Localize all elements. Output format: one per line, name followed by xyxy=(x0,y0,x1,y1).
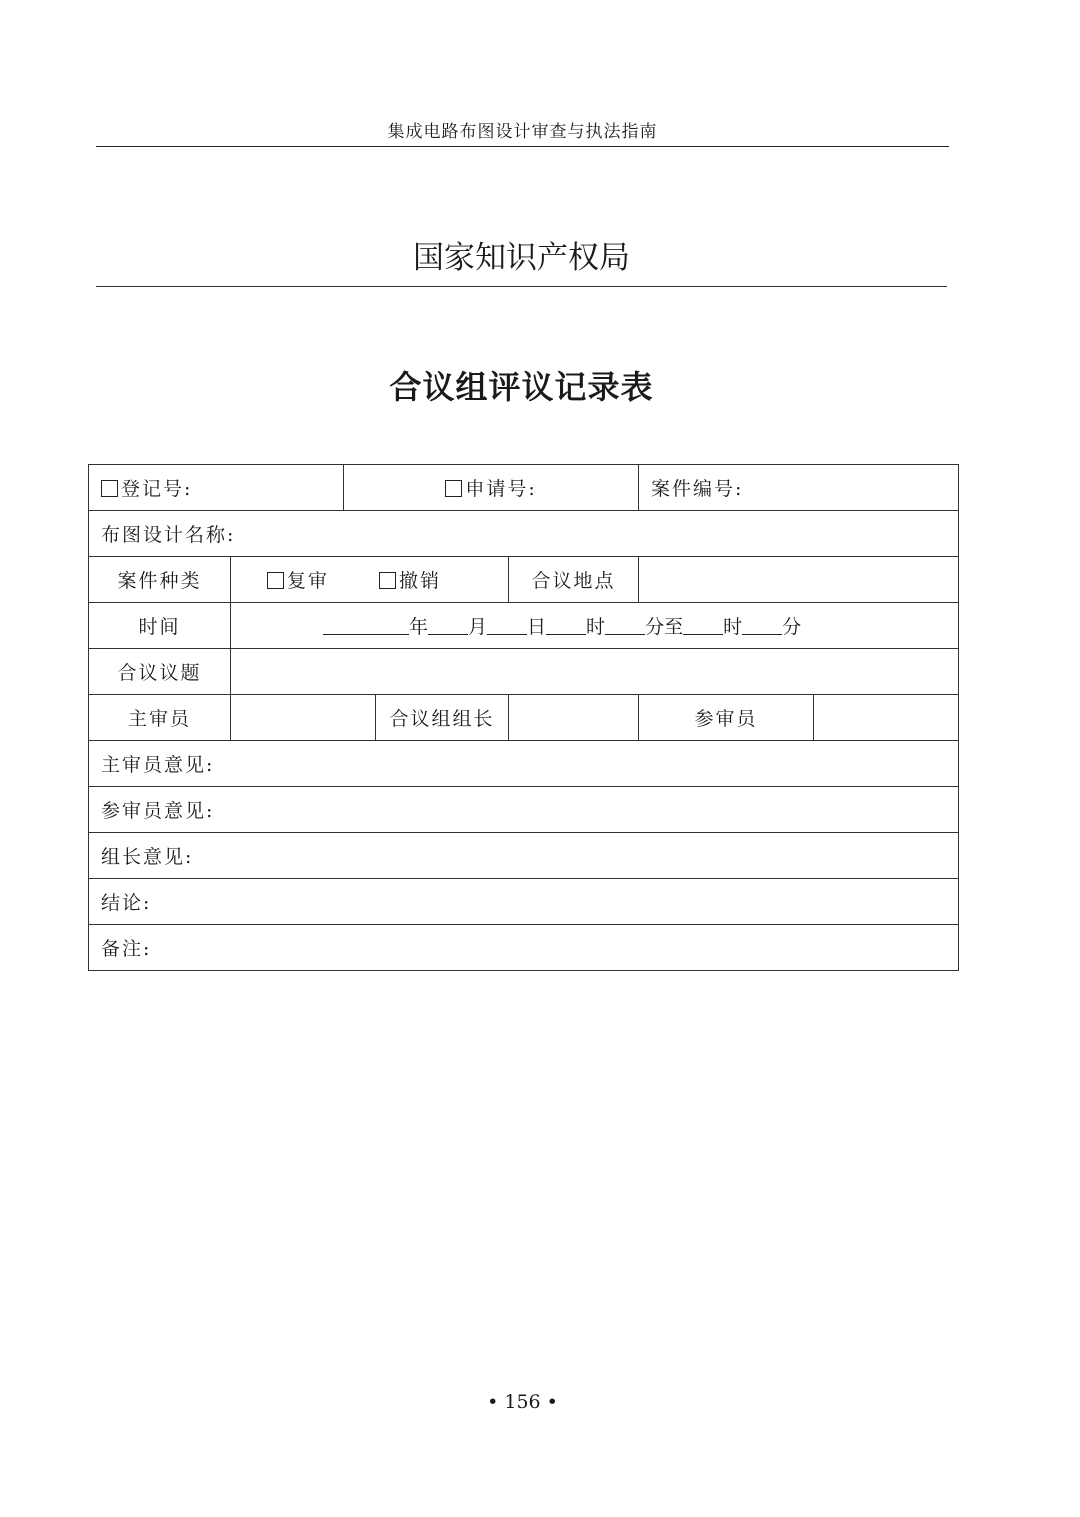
case-no-cell[interactable] xyxy=(639,465,959,511)
panel-examiner-value-cell[interactable] xyxy=(814,695,959,741)
form-row-design-name xyxy=(89,511,959,557)
minute-to-unit: 分至 xyxy=(645,616,684,638)
application-no-label: 申请号: xyxy=(465,478,537,500)
panel-opinion-cell[interactable] xyxy=(89,787,959,833)
case-type-review-checkbox[interactable] xyxy=(267,572,284,589)
case-type-label: 案件种类 xyxy=(89,557,231,603)
application-no-cell[interactable] xyxy=(344,465,639,511)
case-type-options-cell xyxy=(231,557,509,603)
record-form-table xyxy=(88,464,959,971)
running-header: 集成电路布图设计审查与执法指南 xyxy=(387,122,658,142)
organization-rule xyxy=(96,286,947,287)
chief-opinion-label: 主审员意见: xyxy=(101,754,215,776)
conclusion-label: 结论: xyxy=(101,892,152,914)
end-minute-blank[interactable] xyxy=(742,616,782,635)
form-row-leader-opinion xyxy=(89,833,959,879)
form-row-examiners xyxy=(89,695,959,741)
minute-blank[interactable] xyxy=(605,616,645,635)
registration-no-checkbox[interactable] xyxy=(101,480,118,497)
form-row-time xyxy=(89,603,959,649)
form-row-remarks xyxy=(89,925,959,971)
form-row-topic xyxy=(89,649,959,695)
conclusion-cell[interactable] xyxy=(89,879,959,925)
application-no-checkbox[interactable] xyxy=(445,480,462,497)
venue-value-cell[interactable] xyxy=(639,557,959,603)
day-blank[interactable] xyxy=(487,616,527,635)
panel-leader-value-cell[interactable] xyxy=(509,695,639,741)
leader-opinion-label: 组长意见: xyxy=(101,846,194,868)
design-name-label: 布图设计名称: xyxy=(101,524,236,546)
leader-opinion-cell[interactable] xyxy=(89,833,959,879)
case-no-label: 案件编号: xyxy=(651,478,744,500)
chief-examiner-value-cell[interactable] xyxy=(231,695,376,741)
topic-value-cell[interactable] xyxy=(231,649,959,695)
month-unit: 月 xyxy=(468,616,488,638)
form-title: 合议组评议记录表 xyxy=(389,368,654,406)
form-row-panel-opinion xyxy=(89,787,959,833)
panel-examiner-label: 参审员 xyxy=(639,695,814,741)
chief-examiner-label: 主审员 xyxy=(89,695,231,741)
design-name-cell[interactable] xyxy=(89,511,959,557)
form-row-chief-opinion xyxy=(89,741,959,787)
hour-unit: 时 xyxy=(586,616,606,638)
case-type-review-label: 复审 xyxy=(287,570,330,592)
form-row-conclusion xyxy=(89,879,959,925)
registration-no-label: 登记号: xyxy=(121,478,193,500)
day-unit: 日 xyxy=(527,616,547,638)
registration-no-cell[interactable] xyxy=(89,465,344,511)
month-blank[interactable] xyxy=(428,616,468,635)
year-blank[interactable] xyxy=(323,616,409,635)
time-label: 时间 xyxy=(89,603,231,649)
venue-label: 合议地点 xyxy=(509,557,639,603)
panel-opinion-label: 参审员意见: xyxy=(101,800,215,822)
chief-opinion-cell[interactable] xyxy=(89,741,959,787)
end-minute-unit: 分 xyxy=(782,616,802,638)
year-unit: 年 xyxy=(409,616,429,638)
end-hour-blank[interactable] xyxy=(683,616,723,635)
case-type-revoke-checkbox[interactable] xyxy=(379,572,396,589)
topic-label: 合议议题 xyxy=(89,649,231,695)
case-type-revoke-label: 撤销 xyxy=(399,570,442,592)
time-value-cell[interactable] xyxy=(231,603,959,649)
remarks-cell[interactable] xyxy=(89,925,959,971)
page-number: • 156 • xyxy=(487,1391,558,1413)
panel-leader-label: 合议组组长 xyxy=(376,695,509,741)
remarks-label: 备注: xyxy=(101,938,152,960)
form-row-case-type xyxy=(89,557,959,603)
hour-blank[interactable] xyxy=(546,616,586,635)
form-row-numbers xyxy=(89,465,959,511)
header-rule xyxy=(96,146,949,147)
organization-name: 国家知识产权局 xyxy=(413,240,630,276)
end-hour-unit: 时 xyxy=(723,616,743,638)
